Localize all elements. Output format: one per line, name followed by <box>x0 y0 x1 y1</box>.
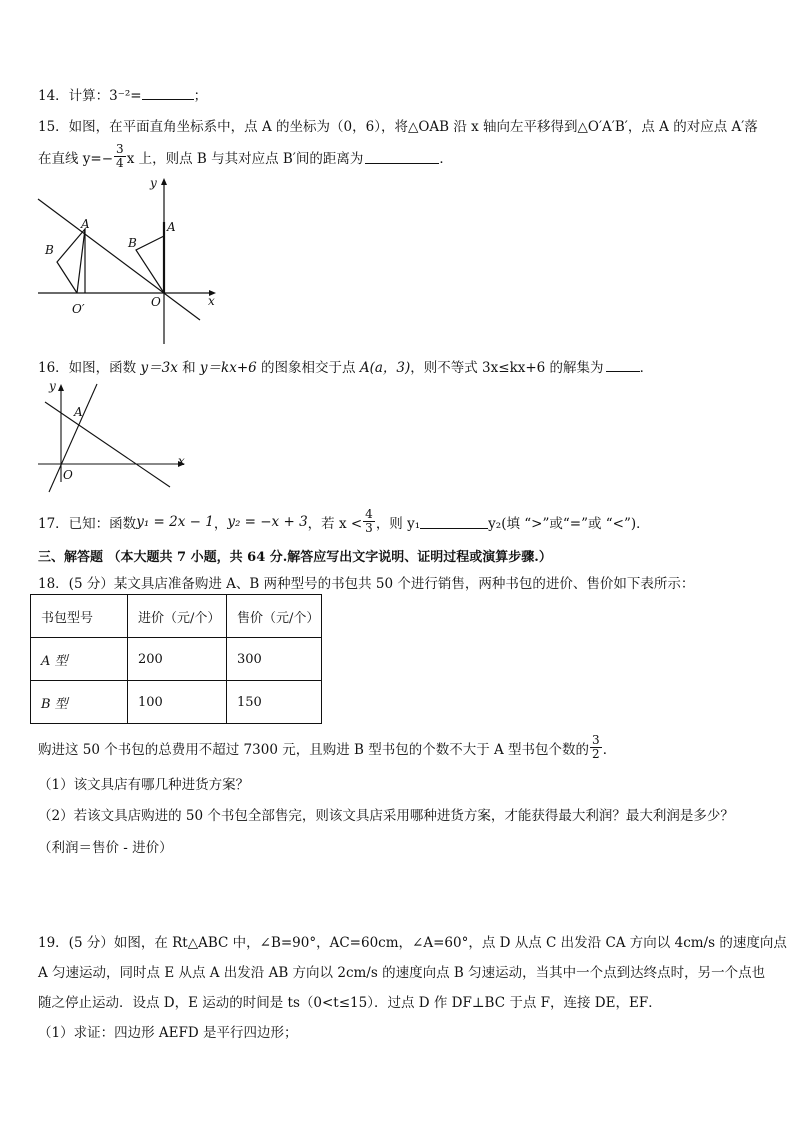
q17-separator: ， <box>213 515 228 532</box>
x-label: x <box>178 454 185 468</box>
q18-fraction <box>590 734 602 761</box>
y-axis-arrow <box>161 178 167 185</box>
frac-denominator: 4 <box>116 156 124 170</box>
q16-text-b: 和 <box>177 360 200 376</box>
answer-blank[interactable] <box>606 357 640 372</box>
answer-blank[interactable] <box>142 85 194 100</box>
q17-prefix: 17．已知：函数 <box>38 515 137 532</box>
header-cell: 进价（元/个） <box>128 595 227 638</box>
header-cell: 书包型号 <box>31 595 128 638</box>
q18-condition-end: ． <box>602 741 617 758</box>
section-3-heading: 三、解答题 （本大题共 7 小题，共 64 分.解答应写出文字说明、证明过程或演算步骤.） <box>38 550 552 565</box>
q17-function-y2: y₂ = −x + 3 <box>227 513 308 530</box>
q19-line2: A 匀速运动，同时点 E 从点 A 出发沿 AB 方向以 2cm/s 的速度向点 B 匀速运动，当其中一个点到达终点时，另一个点也 <box>38 965 766 981</box>
q17-then: ，则 y₁ <box>375 515 421 532</box>
q14-tail: ； <box>193 88 208 104</box>
q15-fraction <box>114 143 126 170</box>
q17-condition: ，若 x < <box>307 515 363 532</box>
q18-condition-line <box>38 734 616 761</box>
q19-line1: 19．(5 分）如图，在 Rt△ABC 中，∠B=90°，AC=60cm，∠A=60°，点 D 从点 C 出发沿 CA 方向以 4cm/s 的速度向点 <box>38 935 787 951</box>
q15-line2 <box>38 143 453 170</box>
x-label: x <box>208 294 215 308</box>
q18-note: （利润＝售价 - 进价） <box>38 840 173 856</box>
table-cell: 200 <box>128 638 227 681</box>
table-cell: 300 <box>227 638 322 681</box>
q16-text-a: 16．如图，函数 <box>38 360 141 376</box>
frac-numerator: 3 <box>592 733 600 747</box>
table-header-row <box>31 595 322 638</box>
answer-blank[interactable] <box>420 514 488 529</box>
q17-after: y₂(填 “>”或“=”或 “<”)． <box>488 515 650 532</box>
frac-numerator: 3 <box>116 142 124 156</box>
triangle-oab <box>136 236 164 293</box>
label-b: B <box>128 236 137 250</box>
triangle-o-a-b-prime <box>57 229 85 293</box>
table-cell: 100 <box>128 681 227 724</box>
q15-line2-b: x 上，则点 B 与其对应点 B′间的距离为 <box>126 150 364 167</box>
q14-text: 14．计算：3⁻²= <box>38 88 142 104</box>
table-row <box>31 638 322 681</box>
q18-sub2: （2）若该文具店购进的 50 个书包全部售完，则该文具店采用哪种进货方案，才能获得最大利润？最大利润是多少？ <box>38 808 734 824</box>
y-label: y <box>49 379 56 393</box>
answer-blank[interactable] <box>365 149 439 164</box>
q16-point: A(a，3) <box>359 360 411 376</box>
q16-text-d: ，则不等式 3x≤kx+6 的解集为 <box>410 360 604 376</box>
label-o-prime: O′ <box>72 302 85 316</box>
table-cell: 150 <box>227 681 322 724</box>
frac-denominator: 3 <box>365 521 373 535</box>
q16-text-c: 的图象相交于点 <box>256 360 360 376</box>
q19-sub1: （1）求证：四边形 AEFD 是平行四边形； <box>38 1025 298 1041</box>
label-b-prime: B <box>45 243 54 257</box>
figure-16 <box>30 376 195 496</box>
line-y-3x <box>49 384 97 492</box>
q16-end: ． <box>639 360 654 376</box>
frac-numerator: 4 <box>365 507 373 521</box>
y-label: y <box>150 176 157 190</box>
label-a: A <box>167 220 176 234</box>
table-cell: A 型 <box>31 638 128 681</box>
header-cell: 售价（元/个） <box>227 595 322 638</box>
q15-line2-a: 在直线 y=− <box>38 150 114 167</box>
frac-denominator: 2 <box>592 747 600 761</box>
q18-condition-text: 购进这 50 个书包的总费用不超过 7300 元，且购进 B 型书包的个数不大于 A 型书包个数的 <box>38 741 590 758</box>
figure-15 <box>30 172 230 348</box>
q15-line1: 15．如图，在平面直角坐标系中，点 A 的坐标为（0，6），将△OAB 沿 x 轴向左平移得到△O′A′B′，点 A 的对应点 A′落 <box>38 119 758 135</box>
q16-function-1: y＝3x <box>140 360 178 376</box>
y-axis-arrow <box>58 384 64 391</box>
q18-sub1: （1）该文具店有哪几种进货方案？ <box>38 777 250 793</box>
line-y-neg-3-4-x <box>38 199 200 320</box>
label-a-prime: A <box>81 217 90 231</box>
table-cell: B 型 <box>31 681 128 724</box>
q17-fraction <box>363 508 375 535</box>
question-14 <box>38 84 207 104</box>
label-a: A <box>74 405 83 419</box>
price-table <box>30 594 322 724</box>
question-17 <box>38 508 650 535</box>
q16-function-2: y＝kx+6 <box>199 360 257 376</box>
label-o: O <box>151 295 161 309</box>
q18-line1: 18．(5 分）某文具店准备购进 A、B 两种型号的书包共 50 个进行销售，两种书包的进价、售价如下表所示： <box>38 576 695 592</box>
label-o: O <box>63 468 73 482</box>
question-16 <box>38 356 653 376</box>
table-row <box>31 681 322 724</box>
q17-function-y1: y₁ = 2x − 1 <box>136 513 214 530</box>
q15-line2-end: ． <box>439 150 453 167</box>
q19-line3: 随之停止运动．设点 D，E 运动的时间是 ts（0<t≤15）．过点 D 作 DF⊥BC 于点 F，连接 DE，EF． <box>38 995 662 1011</box>
